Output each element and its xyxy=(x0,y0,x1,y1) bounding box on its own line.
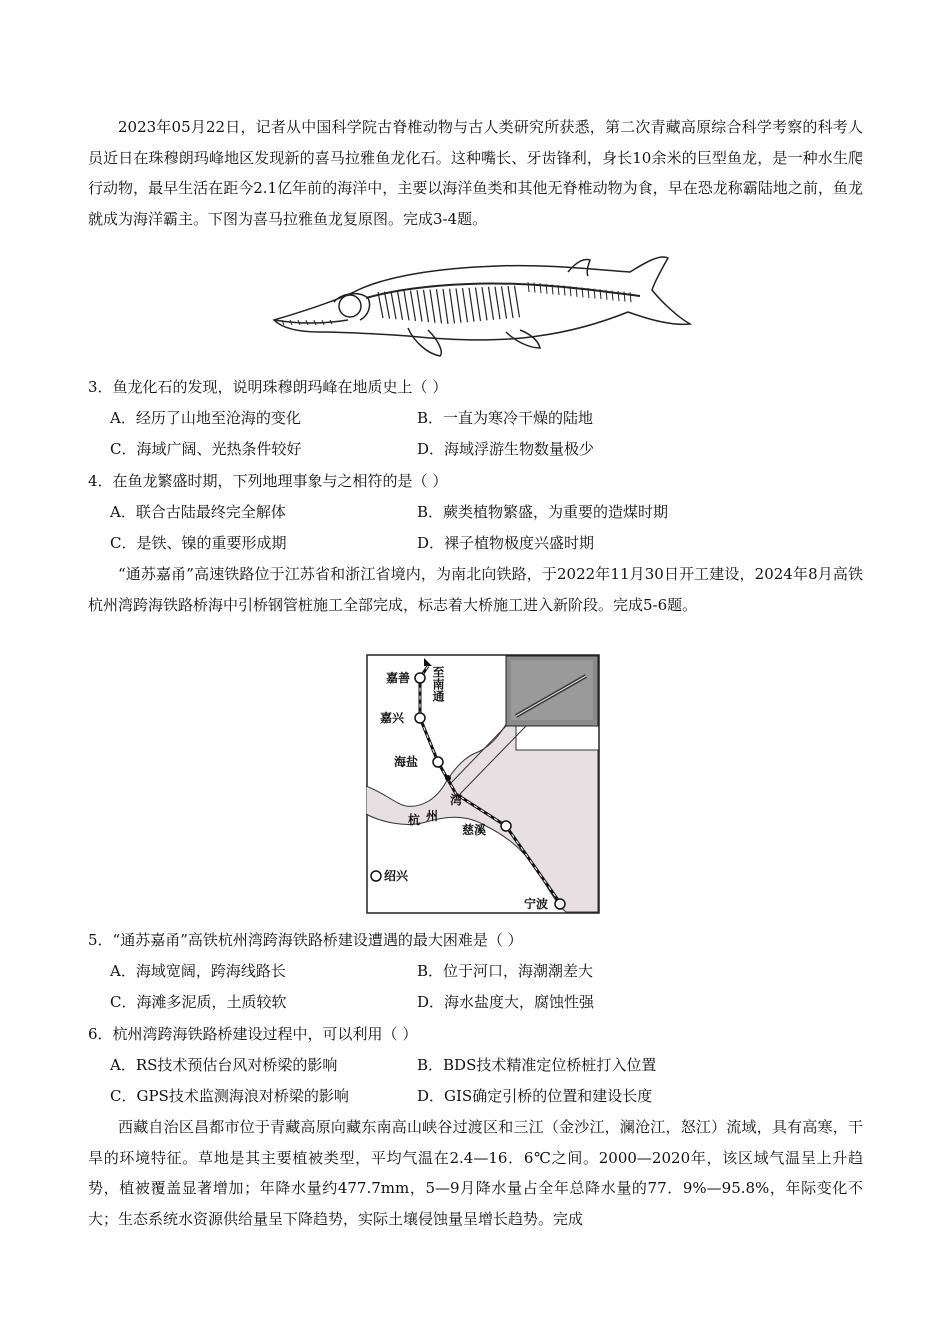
q5-option-b[interactable]: B．位于河口，海潮潮差大 xyxy=(417,962,594,980)
q3-option-b[interactable]: B．一直为寒冷干燥的陆地 xyxy=(417,409,594,427)
rib-bone xyxy=(398,291,403,320)
q3-option-a[interactable]: A．经历了山地至沧海的变化 xyxy=(110,409,301,427)
q5-option-d[interactable]: D．海水盐度大，腐蚀性强 xyxy=(417,993,595,1011)
q4-option-a[interactable]: A．联合古陆最终完全解体 xyxy=(110,503,286,521)
rib-bone xyxy=(463,288,468,322)
q4-option-b[interactable]: B．蕨类植物繁盛，为重要的造煤时期 xyxy=(417,503,669,521)
rib-bone xyxy=(437,289,442,323)
rib-bone xyxy=(443,289,448,324)
question-5-stem: 5．“通苏嘉甬”高铁杭州湾跨海铁路桥建设遭遇的最大困难是（ ） xyxy=(88,931,523,949)
question-3-stem: 3．鱼龙化石的发现，说明珠穆朗玛峰在地质史上（ ） xyxy=(88,378,448,396)
passage-ichthyosaur: 2023年05月22日，记者从中国科学院古脊椎动物与古人类研究所获悉，第二次青藏高原综合科学考察的科考人员近日在珠穆朗玛峰地区发现新的喜马拉雅鱼龙化石。这种嘴长、牙齿锋利，身长10余米的巨型鱼龙，是一种水生爬行动物，最早生活在距今2.1亿年前的海洋中，主要以海洋鱼类和其他无脊椎动物为食，早在恐龙称霸陆地之前，鱼龙就成为海洋霸主。下图为喜马拉雅鱼龙复原图。完成3-4题。 xyxy=(88,118,863,228)
label-shaoxing: 绍兴 xyxy=(384,869,409,883)
rib-bone xyxy=(489,287,494,320)
rib-bone xyxy=(385,292,390,319)
rib-bone xyxy=(430,290,435,323)
q5-option-a[interactable]: A．海域宽阔，跨海线路长 xyxy=(110,962,286,980)
rib-bone xyxy=(495,287,500,320)
hangzhou-bay-railway-map xyxy=(366,654,600,914)
q4-option-c[interactable]: C．是铁、镍的重要形成期 xyxy=(110,534,287,552)
rib-bone xyxy=(476,288,481,322)
tail-vertebra xyxy=(630,292,631,302)
q6-option-d[interactable]: D．GIS确定引桥的位置和建设长度 xyxy=(417,1087,653,1105)
rib-bone xyxy=(502,286,507,318)
label-bay-wan: 湾 xyxy=(450,793,463,807)
q3-option-d[interactable]: D．海域浮游生物数量极少 xyxy=(417,440,595,458)
q5-option-c[interactable]: C．海滩多泥质，土质较软 xyxy=(110,993,287,1011)
rib-bone xyxy=(450,289,455,324)
passage-railway: “通苏嘉甬”高速铁路位于江苏省和浙江省境内，为南北向铁路，于2022年11月30日开工建设，2024年8月高铁杭州湾跨海铁路桥海中引桥钢管桩施工全部完成，标志着大桥施工进入新阶段。完成5-6题。 xyxy=(88,565,863,614)
question-4-stem: 4．在鱼龙繁盛时期，下列地理事象与之相符的是（ ） xyxy=(88,472,448,490)
label-cixi: 慈溪 xyxy=(462,823,487,837)
rib-bone xyxy=(515,286,520,318)
label-bay-hang: 杭 xyxy=(408,813,421,827)
label-jiaxing: 嘉兴 xyxy=(380,711,405,725)
label-jiashan: 嘉善 xyxy=(386,671,411,685)
tail-vertebra xyxy=(528,282,529,292)
rib-bone xyxy=(424,290,429,322)
label-ningbo: 宁波 xyxy=(524,897,549,911)
rib-bone xyxy=(404,291,409,321)
question-6-stem: 6．杭州湾跨海铁路桥建设过程中，可以利用（ ） xyxy=(88,1025,418,1043)
rib-bone xyxy=(411,291,416,322)
q3-option-c[interactable]: C．海域广阔、光热条件较好 xyxy=(110,440,302,458)
label-haiyan: 海盐 xyxy=(394,755,419,769)
q6-option-a[interactable]: A．RS技术预估台风对桥梁的影响 xyxy=(110,1056,338,1074)
q6-option-c[interactable]: C．GPS技术监测海浪对桥梁的影响 xyxy=(110,1087,349,1105)
label-to-nantong-1: 至南通 xyxy=(431,666,445,702)
q4-option-d[interactable]: D．裸子植物极度兴盛时期 xyxy=(417,534,595,552)
rib-bone xyxy=(378,292,383,318)
rib-bone xyxy=(482,287,487,320)
rib-bone xyxy=(508,286,513,318)
rib-bone xyxy=(417,290,422,321)
rib-bone xyxy=(469,288,474,322)
label-bay-zhou: 州 xyxy=(426,809,439,823)
q6-option-b[interactable]: B．BDS技术精准定位桥桩打入位置 xyxy=(417,1056,657,1074)
ichthyosaur-skeleton-figure xyxy=(268,232,698,364)
rib-bone xyxy=(456,288,461,322)
passage-changdu: 西藏自治区昌都市位于青藏高原向藏东南高山峡谷过渡区和三江（金沙江，澜沧江，怒江）流域，具有高寒，干旱的环境特征。草地是其主要植被类型，平均气温在2.4—16．6℃之间。2000—2020年，该区域气温呈上升趋势，植被覆盖显著增加；年降水量约477.7mm，5—9月降水量占全年总降水量的77．9%—95.8%，年际变化不大；生态系统水资源供给量呈下降趋势，实际土壤侵蚀量呈增长趋势。完成 xyxy=(88,1118,863,1228)
rib-bone xyxy=(391,291,396,319)
